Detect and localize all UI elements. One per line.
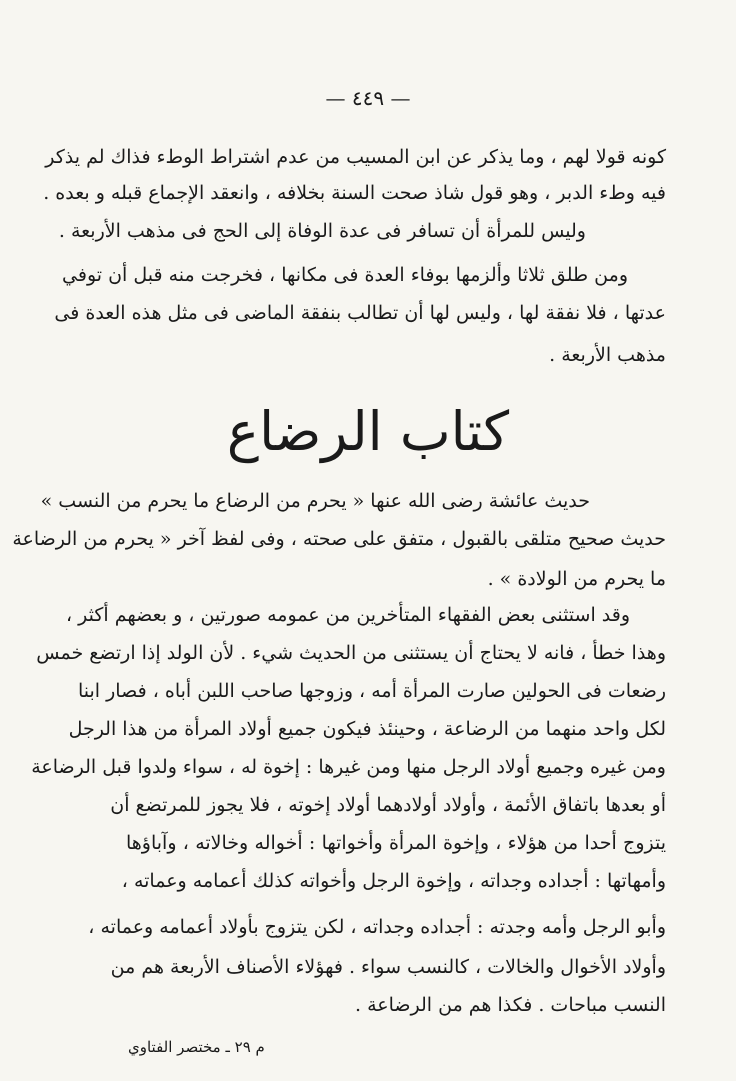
text-line: وليس للمرأة أن تسافر فى عدة الوفاة إلى الحج فى مذهب الأربعة .	[58, 220, 586, 242]
text-line: لكل واحد منهما من الرضاعة ، وحينئذ فيكون جميع أولاد المرأة من هذا الرجل	[68, 718, 666, 740]
text-line: ومن طلق ثلاثا وألزمها بوفاء العدة فى مكانها ، فخرجت منه قبل أن توفي	[62, 264, 628, 286]
text-line: وأبو الرجل وأمه وجدته : أجداده وجداته ، لكن يتزوج بأولاد أعمامه وعماته ،	[88, 916, 666, 938]
chapter-title: كتاب الرضاع	[226, 400, 510, 463]
text-line: رضعات فى الحولين صارت المرأة أمه ، وزوجها صاحب اللبن أباه ، فصار ابنا	[78, 680, 666, 702]
text-line: يتزوج أحدا من هؤلاء ، وإخوة المرأة وأخواتها : أخواله وخالاته ، وآباؤها	[126, 832, 666, 854]
text-line: وهذا خطأ ، فانه لا يحتاج أن يستثنى من الحديث شيء . لأن الولد إذا ارتضع خمس	[36, 642, 666, 664]
text-line: عدتها ، فلا نفقة لها ، وليس لها أن تطالب بنفقة الماضى فى مثل هذه العدة فى	[54, 302, 666, 324]
text-line: النسب مباحات . فكذا هم من الرضاعة .	[354, 994, 666, 1016]
text-line: ما يحرم من الولادة » .	[487, 568, 666, 590]
text-line: وأولاد الأخوال والخالات ، كالنسب سواء . فهؤلاء الأصناف الأربعة هم من	[110, 956, 666, 978]
text-line: وأمهاتها : أجداده وجداته ، وإخوة الرجل وأخواته كذلك أعمامه وعماته ،	[121, 870, 666, 892]
text-line: كونه قولا لهم ، وما يذكر عن ابن المسيب من عدم اشتراط الوطء فذاك لم يذكر	[45, 146, 666, 168]
text-line: حديث صحيح متلقى بالقبول ، متفق على صحته ، وفى لفظ آخر « يحرم من الرضاعة	[12, 528, 666, 550]
text-line: مذهب الأربعة .	[549, 344, 666, 366]
text-line: ومن غيره وجميع أولاد الرجل منها ومن غيرها : إخوة له ، سواء ولدوا قبل الرضاعة	[31, 756, 666, 778]
footer-signature: م ٢٩ ـ مختصر الفتاوي	[128, 1038, 265, 1056]
text-line: حديث عائشة رضى الله عنها « يحرم من الرضاع ما يحرم من النسب »	[40, 490, 590, 512]
text-line: أو بعدها باتفاق الأئمة ، وأولاد أولادهما أولاد إخوته ، فلا يجوز للمرتضع أن	[110, 794, 666, 816]
text-line: وقد استثنى بعض الفقهاء المتأخرين من عمومه صورتين ، و بعضهم أكثر ،	[65, 604, 630, 626]
text-line: فيه وطء الدبر ، وهو قول شاذ صحت السنة بخلافه ، وانعقد الإجماع قبله و بعده .	[43, 182, 666, 204]
page-number: — ٤٤٩ —	[325, 86, 411, 110]
